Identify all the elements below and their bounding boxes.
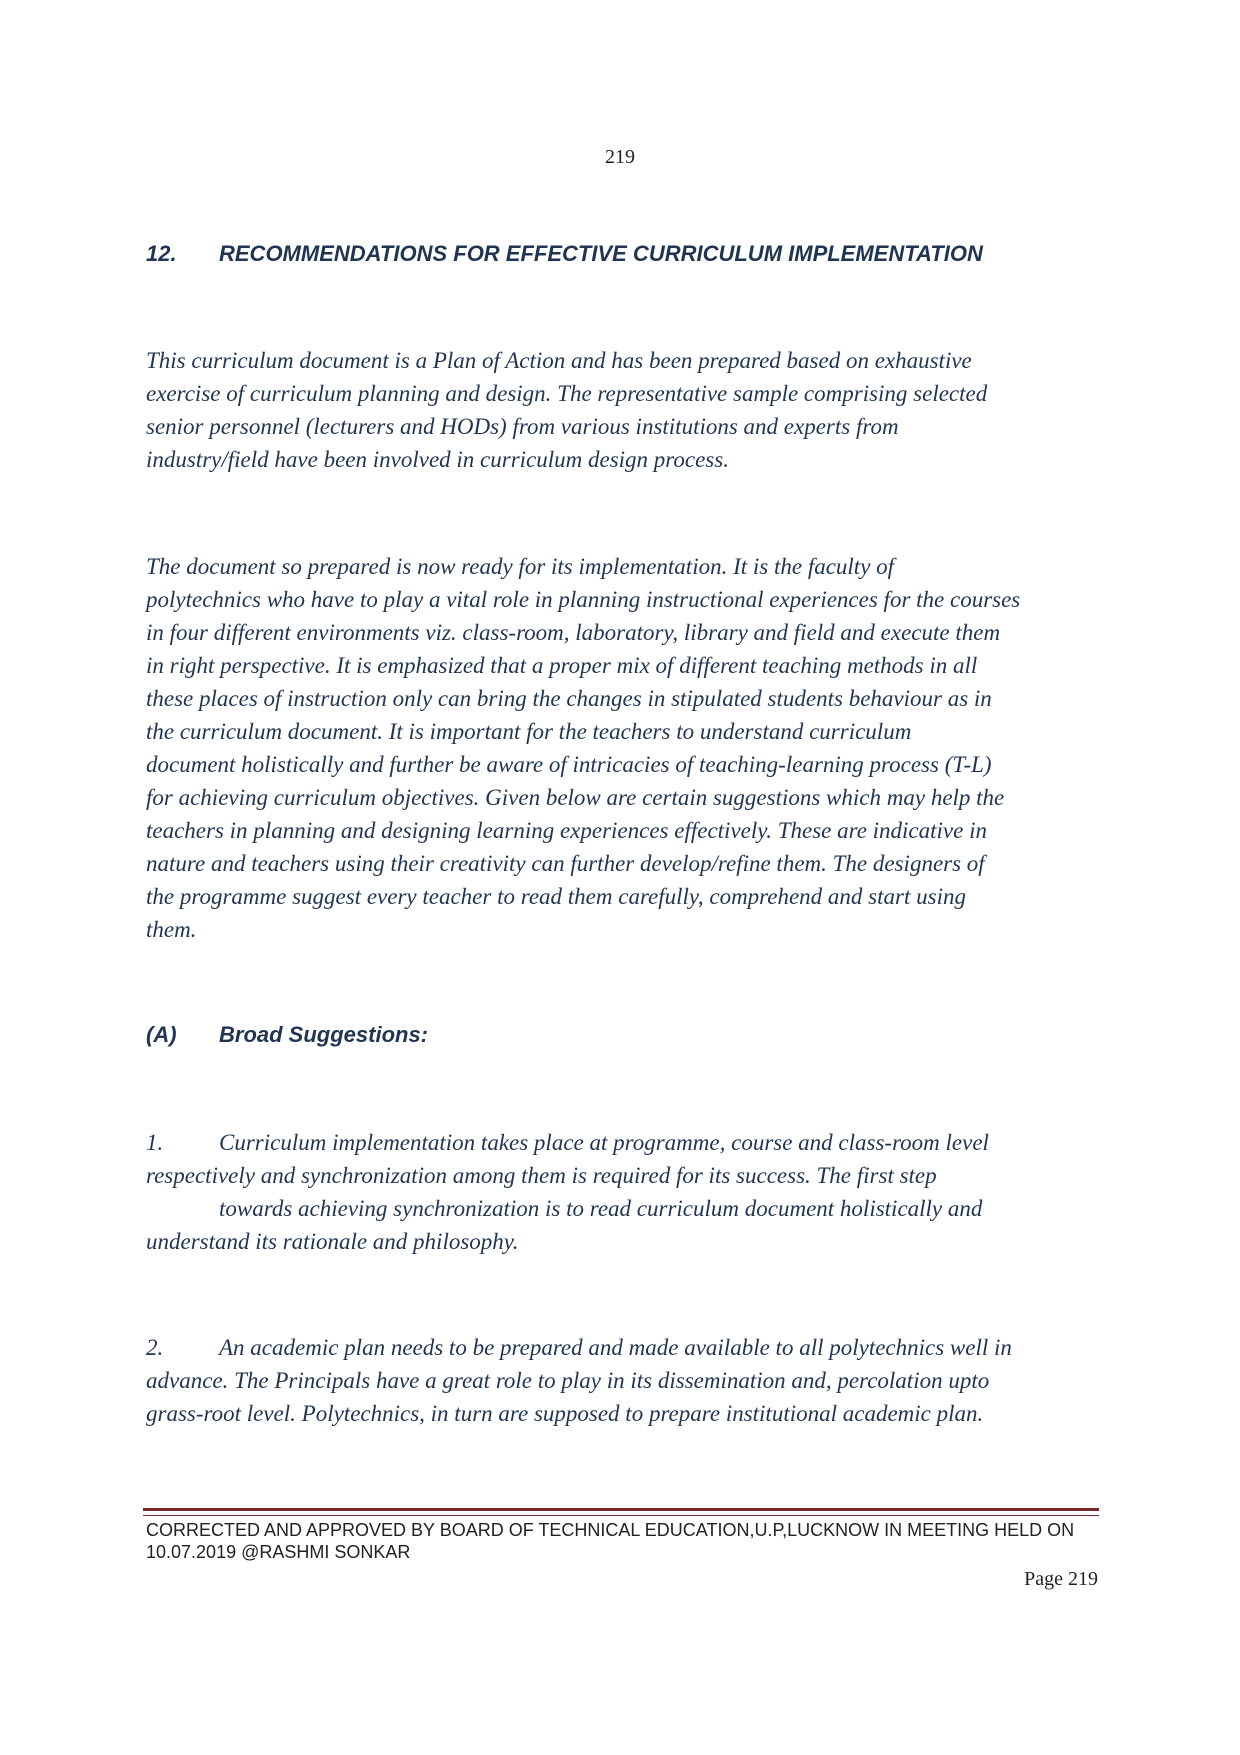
implementation-paragraph <box>146 550 1106 946</box>
paragraph-line: these places of instruction only can bring the changes in stipulated students behaviour as in <box>146 686 992 711</box>
paragraph-line: polytechnics who have to play a vital role in planning instructional experiences for the courses <box>146 587 1021 612</box>
list-item-line: towards achieving synchronization is to read curriculum document holistically and <box>219 1196 983 1221</box>
paragraph-line: them. <box>146 917 197 942</box>
list-item <box>146 1331 1106 1430</box>
paragraph-line: The document so prepared is now ready for its implementation. It is the faculty of <box>146 554 895 579</box>
list-item-line: respectively and synchronization among them is required for its success. The first step <box>146 1163 937 1188</box>
paragraph-line: nature and teachers using their creativity can further develop/refine them. The designers of <box>146 851 985 876</box>
paragraph-line: document holistically and further be aware of intricacies of teaching-learning process (T-L) <box>146 752 992 777</box>
footer-page-number: Page 219 <box>1024 1568 1098 1590</box>
paragraph-line: in right perspective. It is emphasized that a proper mix of different teaching methods in all <box>146 653 978 678</box>
subsection-heading <box>146 1022 428 1048</box>
paragraph-line: This curriculum document is a Plan of Action and has been prepared based on exhaustive <box>146 348 972 373</box>
list-item-line: advance. The Principals have a great role to play in its dissemination and, percolation upto <box>146 1368 990 1393</box>
subsection-label: (A) <box>146 1022 177 1047</box>
intro-paragraph <box>146 344 1106 476</box>
section-heading <box>146 241 983 267</box>
list-item-number: 2. <box>146 1335 164 1360</box>
list-item-text: An academic plan needs to be prepared and made available to all polytechnics well in <box>219 1335 1012 1360</box>
footer-line: CORRECTED AND APPROVED BY BOARD OF TECHNICAL EDUCATION,U.P,LUCKNOW IN MEETING HELD ON <box>146 1520 1075 1540</box>
paragraph-line: industry/field have been involved in curriculum design process. <box>146 447 729 472</box>
list-item <box>146 1126 1106 1258</box>
footer-line: 10.07.2019 @RASHMI SONKAR <box>146 1542 411 1562</box>
paragraph-line: in four different environments viz. class-room, laboratory, library and field and execute them <box>146 620 1001 645</box>
subsection-title: Broad Suggestions: <box>219 1022 429 1047</box>
list-item-number: 1. <box>146 1130 164 1155</box>
section-title: RECOMMENDATIONS FOR EFFECTIVE CURRICULUM IMPLEMENTATION <box>219 241 983 266</box>
page-number-top: 219 <box>605 146 635 168</box>
section-number: 12. <box>146 241 177 266</box>
list-item-line <box>146 1331 1106 1364</box>
paragraph-line: teachers in planning and designing learning experiences effectively. These are indicative in <box>146 818 987 843</box>
list-item-line: grass-root level. Polytechnics, in turn are supposed to prepare institutional academic plan. <box>146 1401 984 1426</box>
list-item-line: understand its rationale and philosophy. <box>146 1229 519 1254</box>
list-item-line <box>146 1126 1106 1159</box>
paragraph-line: for achieving curriculum objectives. Given below are certain suggestions which may help the <box>146 785 1005 810</box>
paragraph-line: exercise of curriculum planning and design. The representative sample comprising selected <box>146 381 988 406</box>
list-item-text: Curriculum implementation takes place at programme, course and class-room level <box>219 1130 989 1155</box>
footer-note <box>146 1519 1106 1563</box>
paragraph-line: the programme suggest every teacher to read them carefully, comprehend and start using <box>146 884 966 909</box>
footer-divider <box>143 1508 1099 1516</box>
paragraph-line: the curriculum document. It is important for the teachers to understand curriculum <box>146 719 912 744</box>
paragraph-line: senior personnel (lecturers and HODs) from various institutions and experts from <box>146 414 899 439</box>
